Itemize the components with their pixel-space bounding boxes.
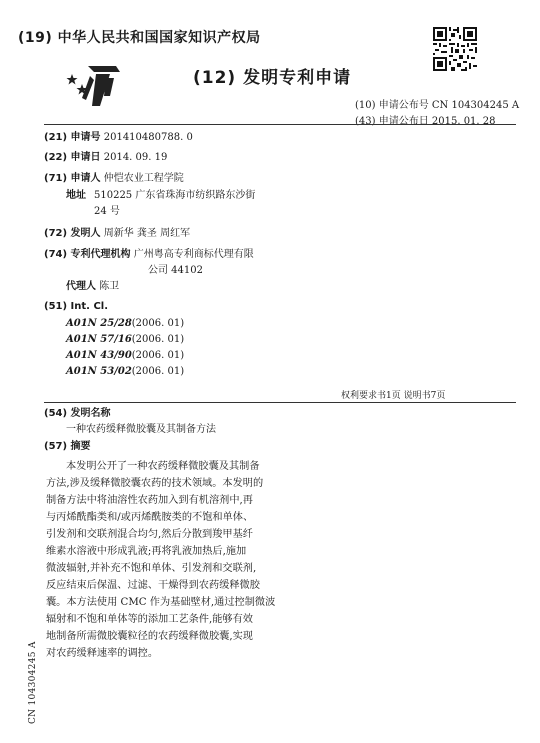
abstract-line: 制备方法中将油溶性农药加入到有机溶剂中,再 <box>46 495 253 506</box>
ipc-entry <box>66 348 184 363</box>
qr-code-icon <box>433 27 477 71</box>
ipc-year: (2006. 01) <box>131 334 185 345</box>
invention-name: 一种农药缓释微胶囊及其制备方法 <box>66 424 216 435</box>
ipc-code: A01N 25/28 <box>66 318 132 329</box>
filing-date-label: (22) 申请日 <box>44 152 101 163</box>
ipc-year: (2006. 01) <box>131 318 185 329</box>
applicant-row <box>44 171 184 186</box>
abstract-line: 微波辐射,并补充不饱和单体、引发剂和交联剂, <box>46 563 257 574</box>
ipc-year: (2006. 01) <box>131 350 185 361</box>
filing-date: 2014. 09. 19 <box>103 152 168 163</box>
section-divider <box>44 402 516 403</box>
ipc-entry <box>66 364 184 379</box>
agent-label: 代理人 <box>66 281 96 292</box>
inventors: 周新华 龚圣 周红军 <box>103 228 191 239</box>
side-publication-code: CN 104304245 A <box>28 641 38 724</box>
abstract-line: 与丙烯酰酯类和/或丙烯酰胺类的不饱和单体、 <box>46 512 254 523</box>
abstract-line: 引发剂和交联剂混合均匀,然后分散到羧甲基纤 <box>46 529 253 540</box>
address-label <box>66 188 86 203</box>
abstract-line: 方法,涉及缓释微胶囊农药的技术领域。本发明的 <box>46 478 264 489</box>
int-cl-label-text: (51) Int. Cl. <box>44 301 109 312</box>
applicant-label: (71) 申请人 <box>44 173 101 184</box>
abstract-line: 辐射和不饱和单体等的添加工艺条件,能够有效 <box>46 614 253 625</box>
inventor-label: (72) 发明人 <box>44 228 101 239</box>
header-divider <box>44 124 516 125</box>
abstract-line: 地制备所需微胶囊粒径的农药缓释微胶囊,实现 <box>46 631 253 642</box>
agent-row <box>66 279 119 294</box>
ipc-code: A01N 53/02 <box>66 366 132 377</box>
application-number-label: (21) 申请号 <box>44 132 101 143</box>
agency-line-2: 公司 44102 <box>148 265 203 276</box>
ipc-year: (2006. 01) <box>131 366 185 377</box>
abstract-line: 囊。本方法使用 CMC 作为基础壁材,通过控制微波 <box>46 597 276 608</box>
ipc-entry <box>66 316 184 331</box>
document-type-title: (12) 发明专利申请 <box>193 68 352 88</box>
abstract-line: 反应结束后保温、过滤、干燥得到农药缓释微胶 <box>46 580 260 591</box>
filing-date-row <box>44 150 167 165</box>
abstract-line: 本发明公开了一种农药缓释微胶囊及其制备 <box>66 461 260 472</box>
office-name: (19) 中华人民共和国国家知识产权局 <box>18 30 261 46</box>
invention-name-label-row <box>44 406 111 421</box>
abstract-label-row <box>44 439 91 454</box>
agency-row <box>44 247 254 262</box>
application-number-row <box>44 130 193 145</box>
abstract-label: (57) 摘要 <box>44 441 91 452</box>
agent: 陈卫 <box>99 281 120 292</box>
page-count: 权利要求书1页 说明书7页 <box>341 391 446 401</box>
address-label-text: 地址 <box>66 190 86 201</box>
address-line-1: 510225 广东省珠海市纺织路东沙街 <box>94 190 256 201</box>
agency-line-1: 广州粤高专利商标代理有限 <box>133 249 254 260</box>
applicant: 仲恺农业工程学院 <box>103 173 184 184</box>
invention-name-label: (54) 发明名称 <box>44 408 111 419</box>
abstract-line: 维素水溶液中形成乳液;再将乳液加热后,施加 <box>46 546 247 557</box>
abstract-text <box>46 458 300 662</box>
ipc-code: A01N 57/16 <box>66 334 132 345</box>
agency-label: (74) 专利代理机构 <box>44 249 131 260</box>
application-number: 201410480788. 0 <box>103 132 193 143</box>
int-cl-label <box>44 299 108 314</box>
abstract-line: 对农药缓释速率的调控。 <box>46 648 159 659</box>
inventor-row <box>44 226 190 241</box>
publication-date: (43) 申请公布日 2015. 01. 28 <box>355 116 496 127</box>
ipc-entry <box>66 332 184 347</box>
publication-number: (10) 申请公布号 CN 104304245 A <box>355 100 520 111</box>
address-line-2: 24 号 <box>94 206 120 217</box>
patent-office-emblem-icon <box>66 62 124 108</box>
ipc-code: A01N 43/90 <box>66 350 132 361</box>
